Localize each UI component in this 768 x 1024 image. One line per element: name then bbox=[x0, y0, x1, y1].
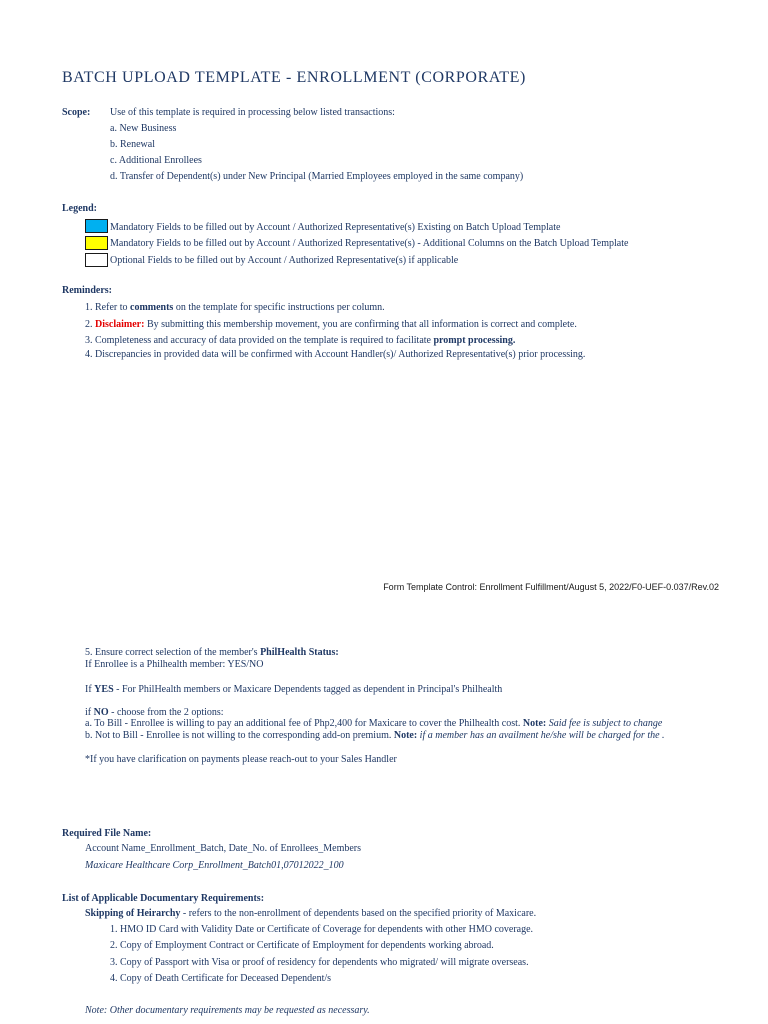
doc-item: 1. HMO ID Card with Validity Date or Certificate of Coverage for dependents with other HMO coverage. bbox=[110, 924, 534, 935]
scope-item: a. New Business bbox=[110, 123, 177, 134]
philhealth-no: if NO - choose from the 2 options: bbox=[85, 707, 224, 718]
file-name-example: Maxicare Healthcare Corp_Enrollment_Batch01,07012022_100 bbox=[85, 860, 344, 871]
page-title: BATCH UPLOAD TEMPLATE - ENROLLMENT (CORPORATE) bbox=[62, 69, 526, 86]
scope-item: c. Additional Enrollees bbox=[110, 155, 202, 166]
reminders-label: Reminders: bbox=[62, 285, 112, 296]
form-template-control: Form Template Control: Enrollment Fulfillment/August 5, 2022/F0-UEF-0.037/Rev.02 bbox=[383, 582, 719, 592]
philhealth-question: If Enrollee is a Philhealth member: YES/NO bbox=[85, 659, 264, 670]
legend-swatch-blue bbox=[85, 219, 108, 233]
scope-label: Scope: bbox=[62, 107, 91, 118]
disclaimer-label: Disclaimer: bbox=[95, 319, 145, 330]
philhealth-option-b: b. Not to Bill - Enrollee is not willing to the corresponding add-on premium. Note: if a member has an availment he/she will be charged for the . bbox=[85, 730, 665, 741]
legend-item: Optional Fields to be filled out by Account / Authorized Representative(s) if applicable bbox=[110, 255, 459, 266]
docs-note: Note: Other documentary requirements may be requested as necessary. bbox=[85, 1005, 370, 1016]
legend-label: Legend: bbox=[62, 203, 97, 214]
reminder-3: 3. Completeness and accuracy of data provided on the template is required to facilitate prompt processing. bbox=[85, 335, 516, 346]
doc-item: 3. Copy of Passport with Visa or proof of residency for dependents who migrated/ will migrate overseas. bbox=[110, 957, 529, 968]
scope-item: d. Transfer of Dependent(s) under New Principal (Married Employees employed in the same company) bbox=[110, 171, 524, 182]
docs-label: List of Applicable Documentary Requirements: bbox=[62, 893, 265, 904]
reminder-2: 2. Disclaimer: By submitting this membership movement, you are confirming that all information is correct and complete. bbox=[85, 319, 577, 330]
scope-item: b. Renewal bbox=[110, 139, 155, 150]
scope-intro: Use of this template is required in processing below listed transactions: bbox=[110, 107, 395, 118]
philhealth-heading: 5. Ensure correct selection of the member's PhilHealth Status: bbox=[85, 647, 339, 658]
philhealth-option-a: a. To Bill - Enrollee is willing to pay an additional fee of Php2,400 for Maxicare to cover the Philhealth cost. Note: Said fee is subject to change bbox=[85, 718, 663, 729]
file-name-format: Account Name_Enrollment_Batch, Date_No. of Enrollees_Members bbox=[85, 843, 362, 854]
legend-item: Mandatory Fields to be filled out by Account / Authorized Representative(s) Existing on Batch Upload Template bbox=[110, 222, 561, 233]
skipping-hierarchy: Skipping of Heirarchy - refers to the non-enrollment of dependents based on the specified priority of Maxicare. bbox=[85, 908, 537, 919]
philhealth-clarification: *If you have clarification on payments please reach-out to your Sales Handler bbox=[85, 754, 397, 765]
reminder-1: 1. Refer to comments on the template for specific instructions per column. bbox=[85, 302, 385, 313]
file-name-label: Required File Name: bbox=[62, 828, 152, 839]
legend-swatch-white bbox=[85, 253, 108, 267]
doc-item: 2. Copy of Employment Contract or Certificate of Employment for dependents working abroad. bbox=[110, 940, 494, 951]
philhealth-yes: If YES - For PhilHealth members or Maxicare Dependents tagged as dependent in Principal's Philhealth bbox=[85, 684, 503, 695]
legend-item: Mandatory Fields to be filled out by Account / Authorized Representative(s) - Additional Columns on the Batch Upload Template bbox=[110, 238, 629, 249]
legend-swatch-yellow bbox=[85, 236, 108, 250]
doc-item: 4. Copy of Death Certificate for Deceased Dependent/s bbox=[110, 973, 332, 984]
reminder-4: 4. Discrepancies in provided data will be confirmed with Account Handler(s)/ Authorized Representative(s) prior processing. bbox=[85, 349, 586, 360]
